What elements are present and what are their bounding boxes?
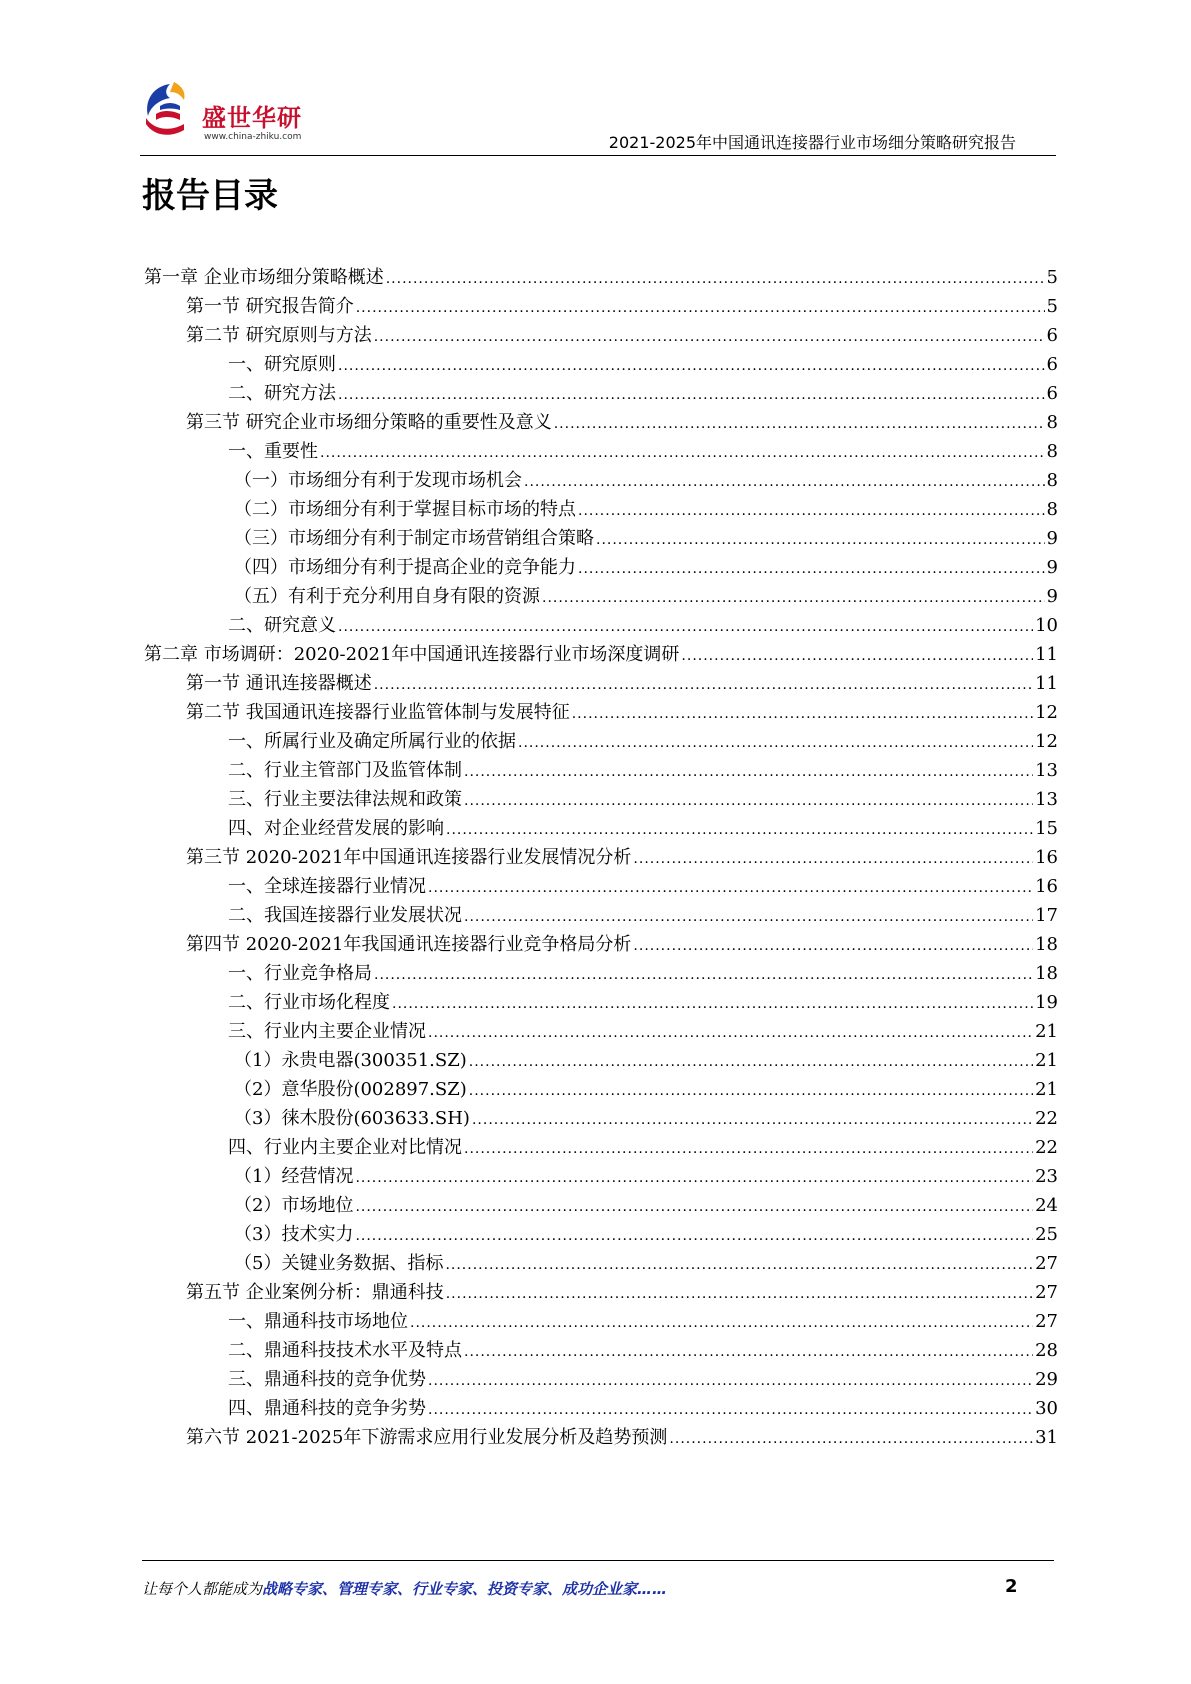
toc-leader-dots [338,613,1033,641]
toc-entry-title: 第二章 市场调研：2020-2021年中国通讯连接器行业市场深度调研 [144,644,680,665]
toc-leader-dots [392,990,1033,1018]
toc-entry-page: 6 [1046,325,1058,346]
toc-leader-dots [356,294,1045,322]
toc-entry[interactable] [228,1337,1058,1365]
toc-entry-title: （四）市场细分有利于提高企业的竞争能力 [234,557,576,578]
slogan-accent: 战略专家、管理专家、行业专家、投资专家、成功企业家…… [262,1580,668,1598]
toc-entry[interactable] [186,1279,1058,1307]
toc-leader-dots [320,439,1045,467]
toc-leader-dots [469,1048,1033,1076]
toc-entry-title: 第五节 企业案例分析：鼎通科技 [186,1282,444,1303]
toc-entry[interactable] [228,1366,1058,1394]
toc-entry[interactable] [228,351,1058,379]
toc-entry-title: 三、行业内主要企业情况 [228,1021,426,1042]
toc-leader-dots [572,700,1033,728]
toc-leader-dots [578,497,1045,525]
toc-leader-dots [596,526,1045,554]
logo-emblem-icon [140,78,204,144]
toc-entry[interactable] [228,1308,1058,1336]
toc-entry-title: （2）意华股份(002897.SZ) [234,1079,467,1100]
toc-entry-title: 四、鼎通科技的竞争劣势 [228,1398,426,1419]
toc-entry-page: 8 [1046,441,1058,462]
toc-entry[interactable] [186,322,1058,350]
toc-entry-title: （一）市场细分有利于发现市场机会 [234,470,522,491]
toc-entry[interactable] [234,1192,1058,1220]
footer-divider [142,1560,1054,1561]
toc-entry-page: 9 [1046,586,1058,607]
toc-entry[interactable] [234,1221,1058,1249]
toc-leader-dots [374,323,1045,351]
toc-entry[interactable] [228,728,1058,756]
header-divider [140,155,1056,156]
toc-entry-title: 一、研究原则 [228,354,336,375]
toc-leader-dots [472,1106,1033,1134]
toc-entry-title: 第六节 2021-2025年下游需求应用行业发展分析及趋势预测 [186,1427,668,1448]
toc-entry-page: 11 [1035,644,1058,665]
toc-entry-title: 一、重要性 [228,441,318,462]
toc-entry[interactable] [186,699,1058,727]
toc-entry[interactable] [228,1395,1058,1423]
slogan-prefix: 让每个人都能成为 [142,1580,263,1598]
toc-entry[interactable] [186,931,1058,959]
toc-entry[interactable] [228,815,1058,843]
toc-leader-dots [445,1251,1033,1279]
toc-leader-dots [374,961,1033,989]
toc-entry-page: 16 [1035,876,1058,897]
toc-entry-title: （三）市场细分有利于制定市场营销组合策略 [234,528,594,549]
logo-url-text: www.china-zhiku.com [204,132,302,142]
toc-entry-title: 二、我国连接器行业发展状况 [228,905,462,926]
toc-entry[interactable] [234,554,1058,582]
toc-entry-title: 四、对企业经营发展的影响 [228,818,444,839]
toc-leader-dots [464,1338,1033,1366]
toc-entry-title: 三、鼎通科技的竞争优势 [228,1369,426,1390]
toc-entry-page: 25 [1035,1224,1058,1245]
toc-entry[interactable] [228,1018,1058,1046]
toc-entry-title: （2）市场地位 [234,1195,354,1216]
toc-entry-title: 二、行业主管部门及监管体制 [228,760,462,781]
toc-entry[interactable] [186,409,1058,437]
toc-leader-dots [681,642,1033,670]
toc-entry-title: 二、研究意义 [228,615,336,636]
toc-leader-dots [355,1222,1033,1250]
toc-entry-title: 三、行业主要法律法规和政策 [228,789,462,810]
toc-entry-title: 一、行业竞争格局 [228,963,372,984]
toc-entry[interactable] [234,1163,1058,1191]
page-header [140,78,1056,158]
toc-entry-page: 21 [1035,1021,1058,1042]
toc-entry-page: 17 [1035,905,1058,926]
toc-leader-dots [338,381,1045,409]
toc-entry-page: 9 [1046,557,1058,578]
toc-entry[interactable] [228,757,1058,785]
toc-entry-page: 21 [1035,1079,1058,1100]
toc-leader-dots [542,584,1045,612]
toc-entry[interactable] [234,467,1058,495]
toc-leader-dots [464,758,1033,786]
toc-leader-dots [355,1193,1033,1221]
toc-entry-page: 6 [1046,383,1058,404]
toc-entry[interactable] [228,1134,1058,1162]
toc-entry-page: 8 [1046,470,1058,491]
toc-entry[interactable] [228,438,1058,466]
toc-leader-dots [428,874,1033,902]
toc-leader-dots [374,671,1033,699]
toc-entry[interactable] [228,960,1058,988]
toc-entry-page: 8 [1046,412,1058,433]
toc-leader-dots [428,1019,1033,1047]
toc-leader-dots [386,265,1045,293]
toc-leader-dots [446,1280,1033,1308]
toc-entry-page: 13 [1035,760,1058,781]
toc-entry-title: （3）技术实力 [234,1224,354,1245]
toc-entry[interactable] [144,264,1058,292]
toc-entry-title: （二）市场细分有利于掌握目标市场的特点 [234,499,576,520]
toc-entry-title: 第三节 研究企业市场细分策略的重要性及意义 [186,412,552,433]
toc-entry-title: 一、所属行业及确定所属行业的依据 [228,731,516,752]
toc-entry-page: 16 [1035,847,1058,868]
toc-leader-dots [428,1396,1033,1424]
toc-entry-title: （5）关键业务数据、指标 [234,1253,444,1274]
toc-entry[interactable] [228,612,1058,640]
toc-entry-title: 第二节 我国通讯连接器行业监管体制与发展特征 [186,702,570,723]
toc-entry-page: 30 [1035,1398,1058,1419]
toc-entry[interactable] [186,293,1058,321]
toc-entry-page: 27 [1035,1311,1058,1332]
toc-entry-page: 13 [1035,789,1058,810]
toc-entry-title: 第三节 2020-2021年中国通讯连接器行业发展情况分析 [186,847,632,868]
toc-entry-page: 5 [1046,267,1058,288]
toc-entry-title: 一、鼎通科技市场地位 [228,1311,408,1332]
toc-entry-page: 12 [1035,731,1058,752]
page-number: 2 [1005,1576,1018,1597]
toc-entry-title: 第一章 企业市场细分策略概述 [144,267,384,288]
toc-entry-page: 21 [1035,1050,1058,1071]
toc-entry-page: 12 [1035,702,1058,723]
toc-entry[interactable] [186,670,1058,698]
toc-leader-dots [464,1135,1033,1163]
toc-entry[interactable] [234,496,1058,524]
toc-entry-title: 第一节 通讯连接器概述 [186,673,372,694]
toc-entry-page: 28 [1035,1340,1058,1361]
toc-leader-dots [338,352,1045,380]
toc-leader-dots [554,410,1045,438]
toc-entry-title: 二、研究方法 [228,383,336,404]
page-title: 报告目录 [142,176,278,216]
toc-entry-page: 10 [1035,615,1058,636]
toc-leader-dots [355,1164,1033,1192]
toc-entry-page: 15 [1035,818,1058,839]
toc-entry[interactable] [234,525,1058,553]
toc-entry-page: 18 [1035,963,1058,984]
toc-entry[interactable] [234,1076,1058,1104]
toc-entry-page: 18 [1035,934,1058,955]
toc-leader-dots [524,468,1045,496]
toc-entry[interactable] [186,844,1058,872]
toc-entry-page: 9 [1046,528,1058,549]
toc-entry[interactable] [186,1424,1058,1452]
toc-leader-dots [469,1077,1033,1105]
toc-entry[interactable] [228,902,1058,930]
toc-leader-dots [410,1309,1033,1337]
toc-entry-title: （1）经营情况 [234,1166,354,1187]
toc-entry-page: 19 [1035,992,1058,1013]
toc-entry-title: 一、全球连接器行业情况 [228,876,426,897]
toc-entry-page: 22 [1035,1108,1058,1129]
toc-entry-page: 5 [1046,296,1058,317]
toc-entry-page: 27 [1035,1282,1058,1303]
toc-entry[interactable] [228,786,1058,814]
toc-entry[interactable] [144,641,1058,669]
toc-entry-page: 8 [1046,499,1058,520]
toc-entry-title: 第一节 研究报告简介 [186,296,354,317]
toc-entry-title: （1）永贵电器(300351.SZ) [234,1050,467,1071]
toc-leader-dots [633,845,1033,873]
toc-entry-title: 第二节 研究原则与方法 [186,325,372,346]
toc-leader-dots [428,1367,1033,1395]
toc-entry-page: 31 [1035,1427,1058,1448]
toc-leader-dots [633,932,1033,960]
toc-entry[interactable] [234,583,1058,611]
toc-entry-title: 二、行业市场化程度 [228,992,390,1013]
toc-leader-dots [518,729,1033,757]
toc-entry[interactable] [228,380,1058,408]
company-logo [140,78,310,144]
document-title: 2021-2025年中国通讯连接器行业市场细分策略研究报告 [608,133,1016,152]
toc-entry[interactable] [234,1250,1058,1278]
toc-entry-title: 四、行业内主要企业对比情况 [228,1137,462,1158]
toc-leader-dots [464,903,1033,931]
toc-entry[interactable] [228,873,1058,901]
toc-entry-page: 11 [1035,673,1058,694]
toc-entry-page: 6 [1046,354,1058,375]
toc-entry-title: 二、鼎通科技技术水平及特点 [228,1340,462,1361]
toc-entry-page: 29 [1035,1369,1058,1390]
toc-leader-dots [669,1425,1033,1453]
toc-entry[interactable] [234,1105,1058,1133]
toc-leader-dots [446,816,1033,844]
footer-slogan [142,1578,667,1599]
toc-entry-title: 第四节 2020-2021年我国通讯连接器行业竞争格局分析 [186,934,632,955]
toc-entry-page: 24 [1035,1195,1058,1216]
toc-entry[interactable] [234,1047,1058,1075]
toc-entry-page: 23 [1035,1166,1058,1187]
logo-brand-text: 盛世华研 [202,104,302,132]
toc-leader-dots [578,555,1045,583]
toc-leader-dots [464,787,1033,815]
toc-entry-title: （3）徕木股份(603633.SH) [234,1108,470,1129]
toc-entry-title: （五）有利于充分利用自身有限的资源 [234,586,540,607]
toc-entry-page: 27 [1035,1253,1058,1274]
toc-entry[interactable] [228,989,1058,1017]
toc-entry-page: 22 [1035,1137,1058,1158]
